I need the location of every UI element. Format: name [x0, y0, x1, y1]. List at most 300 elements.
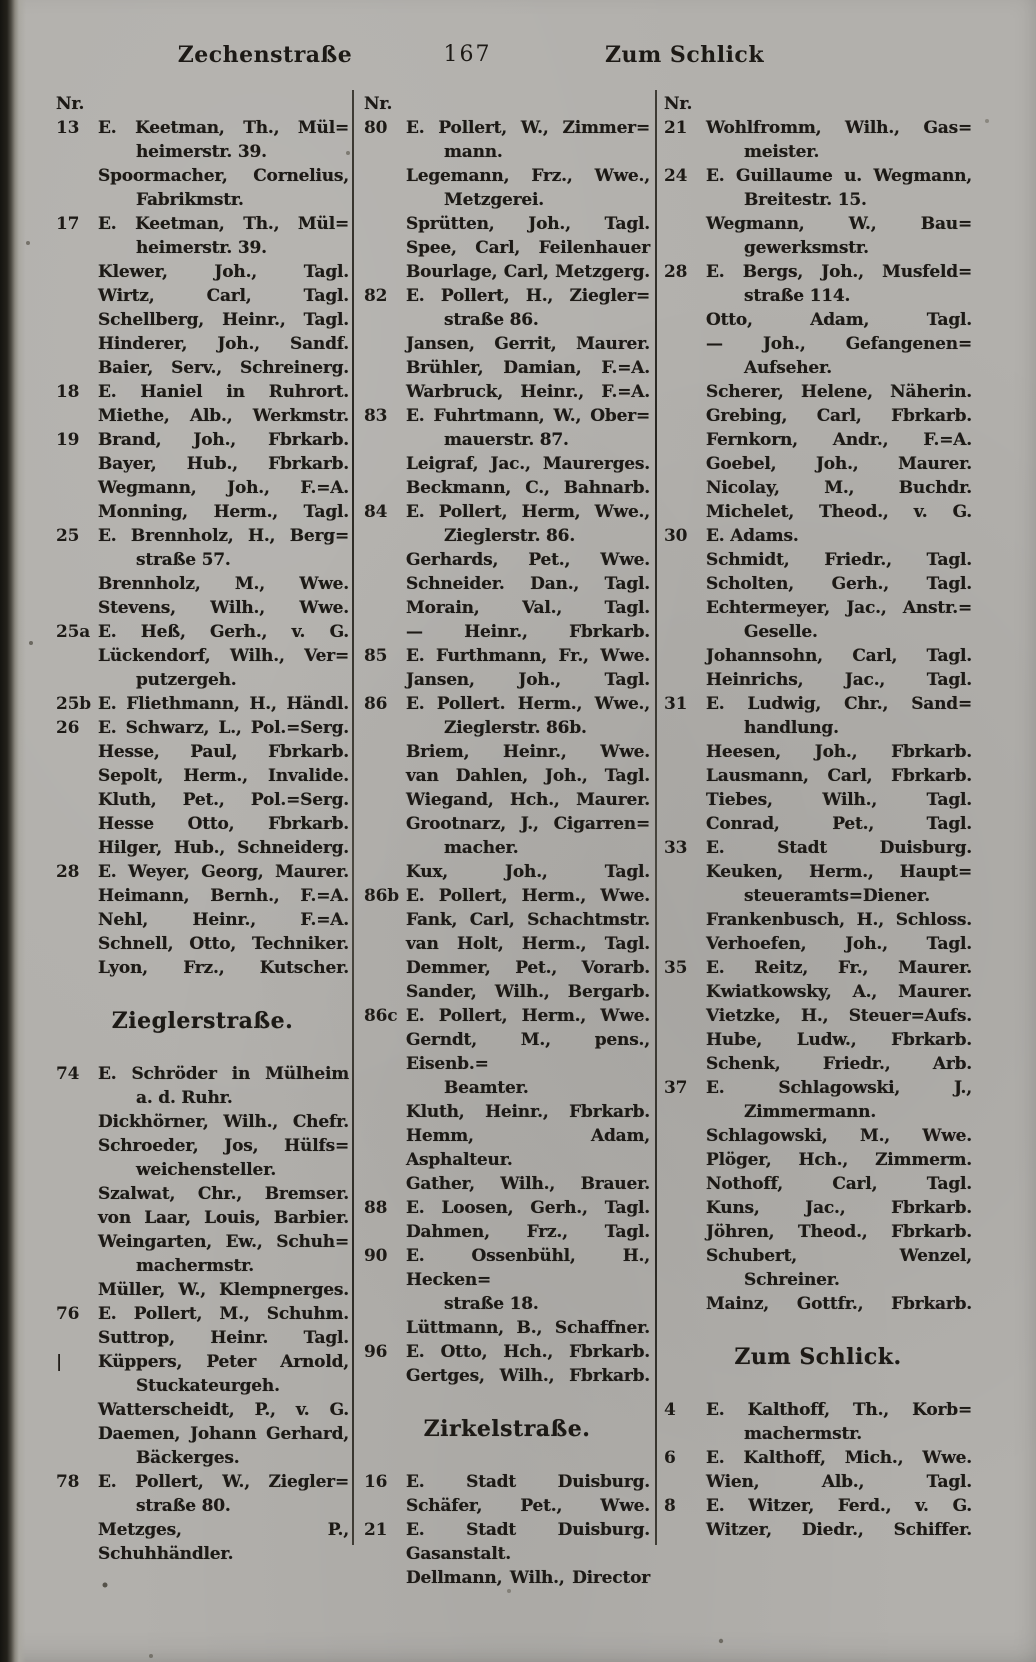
line-text: Wegmann, W., Bau= — [706, 214, 972, 234]
house-number — [664, 1518, 706, 1542]
house-number — [664, 236, 706, 260]
entry-line — [56, 1350, 349, 1374]
line-text: E. Pollert, W., Zimmer= — [406, 118, 650, 138]
resident-line — [364, 932, 650, 956]
resident-line — [664, 236, 972, 260]
house-number — [664, 1470, 706, 1494]
house-number — [664, 356, 706, 380]
line-text: Zieglerstr. 86. — [444, 526, 576, 546]
line-text: Schubert, Wenzel, — [706, 1246, 972, 1266]
house-number — [364, 164, 406, 188]
entry-line — [56, 428, 349, 452]
line-text: E. Loosen, Gerh., Tagl. — [406, 1198, 650, 1218]
entry-line — [364, 116, 650, 140]
resident-line — [664, 1100, 972, 1124]
resident-line — [56, 932, 349, 956]
entry-line — [56, 1470, 349, 1494]
line-text: Stuckateurgeh. — [136, 1376, 280, 1396]
line-text: Morain, Val., Tagl. — [406, 598, 650, 618]
house-number — [364, 788, 406, 812]
line-text: handlung. — [744, 718, 839, 738]
running-header-right: Zum Schlick — [604, 42, 765, 68]
house-number: 84 — [364, 502, 388, 522]
house-number — [664, 140, 706, 164]
resident-line — [56, 92, 349, 116]
line-text: E. Keetman, Th., Mül= — [98, 118, 349, 138]
house-number — [56, 788, 98, 812]
resident-line — [664, 1422, 972, 1446]
house-number — [364, 380, 406, 404]
house-number — [56, 764, 98, 788]
entry-line — [664, 524, 972, 548]
house-number — [364, 932, 406, 956]
house-number — [664, 1052, 706, 1076]
resident-line — [664, 284, 972, 308]
house-number — [364, 260, 406, 284]
entry-line — [664, 836, 972, 860]
resident-line — [56, 476, 349, 500]
line-text: Tiebes, Wilh., Tagl. — [706, 790, 972, 810]
house-number — [56, 884, 98, 908]
house-number — [56, 500, 98, 524]
line-text: Lüttmann, B., Schaffner. — [406, 1318, 650, 1338]
house-number — [664, 860, 706, 884]
house-number — [364, 812, 406, 836]
resident-line — [664, 1268, 972, 1292]
entry-line — [56, 692, 349, 716]
line-text: Nicolay, M., Buchdr. — [706, 478, 972, 498]
house-number — [664, 500, 706, 524]
resident-line — [364, 1100, 650, 1124]
line-text: Sprütten, Joh., Tagl. — [406, 214, 650, 234]
resident-line — [664, 500, 972, 524]
resident-line — [364, 1220, 650, 1244]
house-number — [56, 836, 98, 860]
line-text: machermstr. — [744, 1424, 863, 1444]
line-text: machermstr. — [136, 1256, 255, 1276]
section-heading: Zieglerstraße. — [111, 1008, 294, 1034]
resident-line — [364, 188, 650, 212]
line-text: E. Adams. — [706, 526, 799, 546]
line-text: E. Pollert, H., Ziegler= — [406, 286, 650, 306]
line-text: Heimann, Bernh., F.=A. — [98, 886, 349, 906]
line-text: Gertges, Wilh., Fbrkarb. — [406, 1366, 650, 1386]
house-number: 76 — [56, 1304, 80, 1324]
resident-line — [364, 1364, 650, 1388]
house-number: 96 — [364, 1342, 388, 1362]
line-text: Heesen, Joh., Fbrkarb. — [706, 742, 972, 762]
house-number — [664, 740, 706, 764]
resident-line — [56, 788, 349, 812]
line-text: heimerstr. 39. — [136, 238, 267, 258]
house-number — [364, 1316, 406, 1340]
house-number: 6 — [664, 1448, 676, 1468]
house-number — [56, 140, 98, 164]
house-number: 86 — [364, 694, 388, 714]
resident-line — [56, 284, 349, 308]
entry-line — [664, 260, 972, 284]
entry-line — [364, 284, 650, 308]
house-number — [664, 716, 706, 740]
line-text: Kluth, Heinr., Fbrkarb. — [406, 1102, 650, 1122]
house-number — [56, 284, 98, 308]
resident-line — [56, 1158, 349, 1182]
house-number — [56, 1086, 98, 1110]
line-text: gewerksmstr. — [744, 238, 869, 258]
directory-column-3 — [664, 92, 972, 1542]
line-text: Leigraf, Jac., Maurerges. — [406, 454, 650, 474]
resident-line — [56, 548, 349, 572]
line-text: Kwiatkowsky, A., Maurer. — [706, 982, 972, 1002]
line-text: straße 86. — [444, 310, 539, 330]
line-text: Beamter. — [444, 1078, 529, 1098]
entry-line — [56, 1302, 349, 1326]
line-text: straße 80. — [136, 1496, 231, 1516]
line-text: E. Furthmann, Fr., Wwe. — [406, 646, 650, 666]
resident-line — [56, 884, 349, 908]
house-number — [664, 980, 706, 1004]
line-text: Wohlfromm, Wilh., Gas= — [706, 118, 972, 138]
house-number — [56, 932, 98, 956]
line-text: Hemm, Adam, Asphalteur. — [406, 1126, 650, 1170]
house-number — [56, 1254, 98, 1278]
line-text: Schneider. Dan., Tagl. — [406, 574, 650, 594]
house-number — [364, 1292, 406, 1316]
line-text: Müller, W., Klempnerges. — [98, 1280, 349, 1300]
house-number — [364, 668, 406, 692]
resident-line — [364, 956, 650, 980]
line-text: Fank, Carl, Schachtmstr. — [406, 910, 650, 930]
line-text: Nr. — [56, 94, 85, 114]
resident-line — [664, 404, 972, 428]
resident-line — [664, 1052, 972, 1076]
running-header-left: Zechenstraße — [177, 42, 353, 68]
resident-line — [364, 428, 650, 452]
resident-line — [364, 452, 650, 476]
resident-line — [664, 1518, 972, 1542]
line-text: Nothoff, Carl, Tagl. — [706, 1174, 972, 1194]
directory-column-1 — [56, 92, 349, 1566]
entry-line — [664, 164, 972, 188]
entry-line — [364, 404, 650, 428]
house-number — [364, 1220, 406, 1244]
paper-specks — [0, 0, 2, 2]
house-number — [364, 956, 406, 980]
line-text: Grebing, Carl, Fbrkarb. — [706, 406, 972, 426]
line-text: E. Schlagowski, J., — [706, 1078, 972, 1098]
house-number — [364, 1076, 406, 1100]
line-text: Daemen, Johann Gerhard, — [98, 1424, 349, 1444]
resident-line — [664, 884, 972, 908]
line-text: Scherer, Helene, Näherin. — [706, 382, 972, 402]
house-number — [364, 428, 406, 452]
house-number — [664, 284, 706, 308]
house-number — [56, 1422, 98, 1446]
resident-line — [364, 548, 650, 572]
section-heading: Zirkelstraße. — [423, 1416, 591, 1442]
house-number — [56, 356, 98, 380]
house-number — [56, 1326, 98, 1350]
line-text: Hesse, Paul, Fbrkarb. — [98, 742, 349, 762]
line-text: Dickhörner, Wilh., Chefr. — [98, 1112, 349, 1132]
entry-line — [364, 884, 650, 908]
line-text: Szalwat, Chr., Bremser. — [98, 1184, 349, 1204]
resident-line — [364, 212, 650, 236]
house-number — [56, 1446, 98, 1470]
house-number — [56, 1518, 98, 1566]
resident-line — [364, 860, 650, 884]
entry-line — [364, 1244, 650, 1292]
resident-line — [364, 92, 650, 116]
resident-line — [664, 572, 972, 596]
line-text: E. Kalthoff, Th., Korb= — [706, 1400, 972, 1420]
resident-line — [664, 812, 972, 836]
entry-line — [56, 860, 349, 884]
house-number — [664, 932, 706, 956]
line-text: Frankenbusch, H., Schloss. — [706, 910, 972, 930]
line-text: Zieglerstr. 86b. — [444, 718, 587, 738]
line-text: Warbruck, Heinr., F.=A. — [406, 382, 650, 402]
resident-line — [664, 476, 972, 500]
house-number: 31 — [664, 694, 688, 714]
house-number: 16 — [364, 1472, 388, 1492]
resident-line — [56, 164, 349, 188]
house-number — [664, 548, 706, 572]
house-number — [664, 596, 706, 620]
entry-line — [664, 1446, 972, 1470]
line-text: Jansen, Gerrit, Maurer. — [406, 334, 650, 354]
entry-line — [664, 1076, 972, 1100]
house-number: 28 — [56, 862, 80, 882]
house-number: 80 — [364, 118, 388, 138]
house-number — [56, 1182, 98, 1206]
resident-line — [664, 668, 972, 692]
house-number — [664, 308, 706, 332]
resident-line — [364, 1316, 650, 1340]
directory-column-2 — [364, 92, 650, 1590]
resident-line — [364, 332, 650, 356]
line-text: heimerstr. 39. — [136, 142, 267, 162]
resident-line — [364, 836, 650, 860]
house-number — [56, 644, 98, 668]
house-number — [364, 572, 406, 596]
house-number — [56, 188, 98, 212]
resident-line — [56, 1374, 349, 1398]
line-text: Kux, Joh., Tagl. — [406, 862, 650, 882]
line-text: Dellmann, Wilh., Director — [406, 1568, 650, 1588]
line-text: Kluth, Pet., Pol.=Serg. — [98, 790, 349, 810]
house-number — [664, 668, 706, 692]
resident-line — [56, 1254, 349, 1278]
line-text: Metzges, P., Schuhhändler. — [98, 1520, 349, 1564]
line-text: straße 114. — [744, 286, 851, 306]
house-number — [56, 452, 98, 476]
resident-line — [56, 1182, 349, 1206]
line-text: steueramts=Diener. — [744, 886, 930, 906]
line-text: Schreiner. — [744, 1270, 840, 1290]
line-text: Schmidt, Friedr., Tagl. — [706, 550, 972, 570]
line-text: Brand, Joh., Fbrkarb. — [98, 430, 349, 450]
resident-line — [364, 908, 650, 932]
house-number — [364, 332, 406, 356]
house-number — [56, 1278, 98, 1302]
house-number — [56, 572, 98, 596]
resident-line — [56, 452, 349, 476]
house-number — [364, 356, 406, 380]
entry-line — [364, 500, 650, 524]
house-number — [664, 452, 706, 476]
resident-line — [56, 956, 349, 980]
resident-line — [56, 1398, 349, 1422]
line-text: straße 57. — [136, 550, 231, 570]
line-text: Hinderer, Joh., Sandf. — [98, 334, 349, 354]
line-text: E. Pollert, M., Schuhm. — [98, 1304, 349, 1324]
house-number — [364, 980, 406, 1004]
line-text: Bäckerges. — [136, 1448, 240, 1468]
line-text: Bourlage, Carl, Metzgerg. — [406, 262, 650, 282]
entry-line — [364, 692, 650, 716]
resident-line — [664, 548, 972, 572]
resident-line — [664, 356, 972, 380]
line-text: E. Stadt Duisburg. — [406, 1472, 650, 1492]
resident-line — [56, 1134, 349, 1158]
house-number — [56, 668, 98, 692]
line-text: E. Stadt Duisburg. — [706, 838, 972, 858]
column-divider — [655, 90, 657, 1545]
line-text: Jöhren, Theod., Fbrkarb. — [706, 1222, 972, 1242]
line-text: Otto, Adam, Tagl. — [706, 310, 972, 330]
house-number — [56, 1398, 98, 1422]
entry-line — [664, 1398, 972, 1422]
house-number — [56, 596, 98, 620]
resident-line — [664, 716, 972, 740]
house-number — [664, 1100, 706, 1124]
resident-line — [56, 188, 349, 212]
line-text: Vietzke, H., Steuer=Aufs. — [706, 1006, 972, 1026]
entry-line — [664, 116, 972, 140]
resident-line — [56, 404, 349, 428]
house-number — [664, 380, 706, 404]
resident-line — [664, 932, 972, 956]
line-text: E. Ludwig, Chr., Sand= — [706, 694, 972, 714]
line-text: E. Reitz, Fr., Maurer. — [706, 958, 972, 978]
house-number — [364, 716, 406, 740]
house-number — [664, 1196, 706, 1220]
line-text: Gerhards, Pet., Wwe. — [406, 550, 650, 570]
house-number — [56, 308, 98, 332]
line-text: E. Fuhrtmann, W., Ober= — [406, 406, 650, 426]
house-number — [56, 1158, 98, 1182]
line-text: Lyon, Frz., Kutscher. — [98, 958, 349, 978]
line-text: Keuken, Herm., Haupt= — [706, 862, 972, 882]
line-text: straße 18. — [444, 1294, 539, 1314]
resident-line — [664, 188, 972, 212]
entry-line — [664, 1494, 972, 1518]
line-text: Breitestr. 15. — [744, 190, 867, 210]
house-number — [664, 1292, 706, 1316]
resident-line — [56, 644, 349, 668]
line-text: Gasanstalt. — [406, 1544, 511, 1564]
line-text: Mainz, Gottfr., Fbrkarb. — [706, 1294, 972, 1314]
resident-line — [664, 332, 972, 356]
line-text: Conrad, Pet., Tagl. — [706, 814, 972, 834]
line-text: Schenk, Friedr., Arb. — [706, 1054, 972, 1074]
resident-line — [664, 740, 972, 764]
line-text: van Holt, Herm., Tagl. — [406, 934, 650, 954]
line-text: von Laar, Louis, Barbier. — [98, 1208, 349, 1228]
resident-line — [364, 716, 650, 740]
line-text: E. Brennholz, H., Berg= — [98, 526, 349, 546]
house-number — [664, 884, 706, 908]
line-text: Sander, Wilh., Bergarb. — [406, 982, 650, 1002]
house-number — [364, 476, 406, 500]
house-number — [56, 332, 98, 356]
house-number — [56, 164, 98, 188]
house-number — [364, 740, 406, 764]
resident-line — [56, 236, 349, 260]
line-text: Spee, Carl, Feilenhauer — [406, 238, 650, 258]
line-text: E. Witzer, Ferd., v. G. — [706, 1496, 972, 1516]
house-number — [364, 548, 406, 572]
page-number: 167 — [443, 42, 492, 67]
resident-line — [364, 596, 650, 620]
resident-line — [664, 596, 972, 620]
house-number — [56, 1374, 98, 1398]
line-text: Fernkorn, Andr., F.=A. — [706, 430, 972, 450]
house-number — [664, 1148, 706, 1172]
house-number: 8 — [664, 1496, 676, 1516]
line-text: E. Kalthoff, Mich., Wwe. — [706, 1448, 972, 1468]
line-text: Stevens, Wilh., Wwe. — [98, 598, 349, 618]
line-text: Metzgerei. — [444, 190, 544, 210]
resident-line — [364, 572, 650, 596]
line-text: Briem, Heinr., Wwe. — [406, 742, 650, 762]
house-number — [364, 620, 406, 644]
house-number — [364, 860, 406, 884]
house-number: 21 — [664, 118, 688, 138]
house-number: 26 — [56, 718, 80, 738]
house-number — [664, 1244, 706, 1268]
house-number — [56, 1206, 98, 1230]
line-text: Heinrichs, Jac., Tagl. — [706, 670, 972, 690]
line-text: Schellberg, Heinr., Tagl. — [98, 310, 349, 330]
resident-line — [364, 164, 650, 188]
line-text: Wirtz, Carl, Tagl. — [98, 286, 349, 306]
line-text: meister. — [744, 142, 820, 162]
resident-line — [664, 908, 972, 932]
entry-line — [56, 716, 349, 740]
resident-line — [56, 836, 349, 860]
house-number — [664, 1220, 706, 1244]
house-number — [664, 1028, 706, 1052]
line-text: Goebel, Joh., Maurer. — [706, 454, 972, 474]
house-number — [664, 1004, 706, 1028]
resident-line — [364, 1292, 650, 1316]
line-text: Wiegand, Hch., Maurer. — [406, 790, 650, 810]
house-number: 37 — [664, 1078, 688, 1098]
resident-line — [364, 764, 650, 788]
house-number — [664, 212, 706, 236]
resident-line — [664, 1148, 972, 1172]
line-text: Kuns, Jac., Fbrkarb. — [706, 1198, 972, 1218]
entry-line — [56, 1062, 349, 1086]
line-text: Baier, Serv., Schreinerg. — [98, 358, 349, 378]
line-text: Wien, Alb., Tagl. — [706, 1472, 972, 1492]
resident-line — [56, 1326, 349, 1350]
resident-line — [364, 1566, 650, 1590]
entry-line — [664, 692, 972, 716]
house-number: 78 — [56, 1472, 80, 1492]
